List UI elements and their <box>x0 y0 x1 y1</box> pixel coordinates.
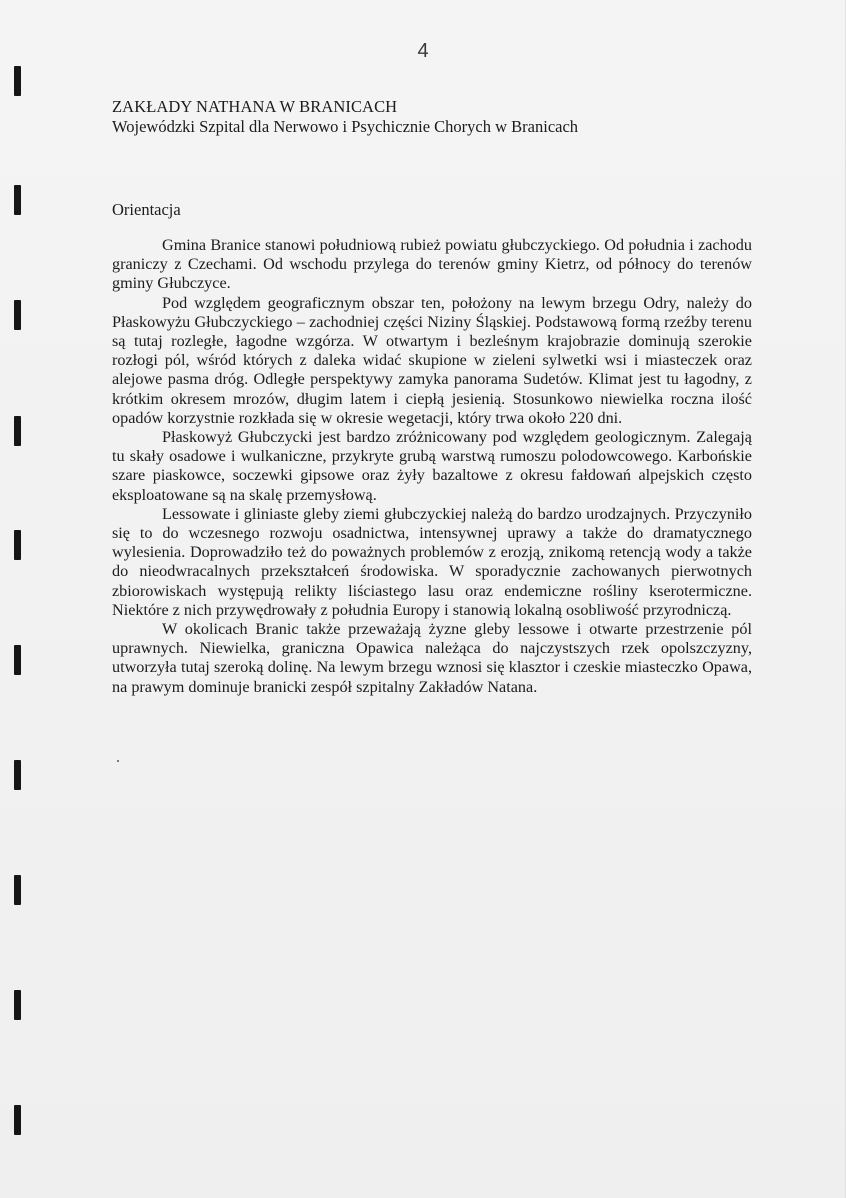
section-body <box>112 236 752 697</box>
paragraph: W okolicach Branic także przeważają żyzne gleby lessowe i otwarte przestrzenie pól uprawnych. Niewielka, graniczna Opawica należąca do najczystszych rzek opolszczyzny, utworzyła tutaj szeroką dolinę. Na lewym brzegu wznosi się klasztor i czeskie miasteczko Opawa, na prawym dominuje branicki zespół szpitalny Zakładów Natana. <box>112 620 752 696</box>
document-subtitle: Wojewódzki Szpital dla Nerwowo i Psychicznie Chorych w Branicach <box>112 117 579 136</box>
document-title: ZAKŁADY NATHANA W BRANICACH <box>112 97 398 116</box>
paragraph: Pod względem geograficznym obszar ten, położony na lewym brzegu Odry, należy do Płaskowyżu Głubczyckiego – zachodniej części Niziny Śląskiej. Podstawową formą rzeźby terenu są tutaj rozległe, łagodne wzgórza. W otwartym i bezleśnym krajobrazie dominują szerokie rozłogi pól, wśród których z daleka widać skupione w zieleni sylwetki wsi i miasteczek oraz alejowe pasma dróg. Odległe perspektywy zamyka panorama Sudetów. Klimat jest tu łagodny, z krótkim okresem mrozów, długim latem i ciepłą jesienią. Stosunkowo niewielka roczna ilość opadów korzystnie rozkłada się w okresie wegetacji, który trwa około 220 dni. <box>112 293 752 427</box>
paragraph: Lessowate i gliniaste gleby ziemi głubczyckiej należą do bardzo urodzajnych. Przyczyniło się to do wczesnego rozwoju osadnictwa, intensywnej uprawy a także do dramatycznego wylesienia. Doprowadziło też do poważnych problemów z erozją, znikomą retencją wody a także do nieodwracalnych przekształceń środowiska. W sporadycznie zachowanych pierwotnych zbiorowiskach występują relikty liściastego lasu oraz endemiczne rośliny kserotermiczne. Niektóre z nich przywędrowały z południa Europy i stanowią lokalną osobliwość przyrodniczą. <box>112 504 752 619</box>
binder-hole-mark <box>14 645 21 675</box>
binder-hole-mark <box>14 875 21 905</box>
binder-hole-mark <box>14 416 21 446</box>
paragraph: Gmina Branice stanowi południową rubież powiatu głubczyckiego. Od południa i zachodu graniczy z Czechami. Od wschodu przylega do terenów gminy Kietrz, od północy do terenów gminy Głubczyce. <box>112 236 752 293</box>
binder-hole-mark <box>14 66 21 96</box>
binder-hole-mark <box>14 990 21 1020</box>
page-number: 4 <box>417 40 429 62</box>
scan-speck <box>117 760 119 762</box>
binder-hole-mark <box>14 300 21 330</box>
binder-hole-mark <box>14 760 21 790</box>
binder-hole-mark <box>14 1105 21 1135</box>
document-header <box>112 97 772 137</box>
section-heading: Orientacja <box>112 200 181 219</box>
binder-hole-mark <box>14 185 21 215</box>
binder-hole-mark <box>14 530 21 560</box>
paragraph: Płaskowyż Głubczycki jest bardzo zróżnicowany pod względem geologicznym. Zalegają tu skały osadowe i wulkaniczne, przykryte grubą warstwą rumoszu polodowcowego. Karbońskie szare piaskowce, soczewki gipsowe oraz żyły bazaltowe z okresu fałdowań alpejskich często eksploatowane są na skalę przemysłową. <box>112 428 752 504</box>
